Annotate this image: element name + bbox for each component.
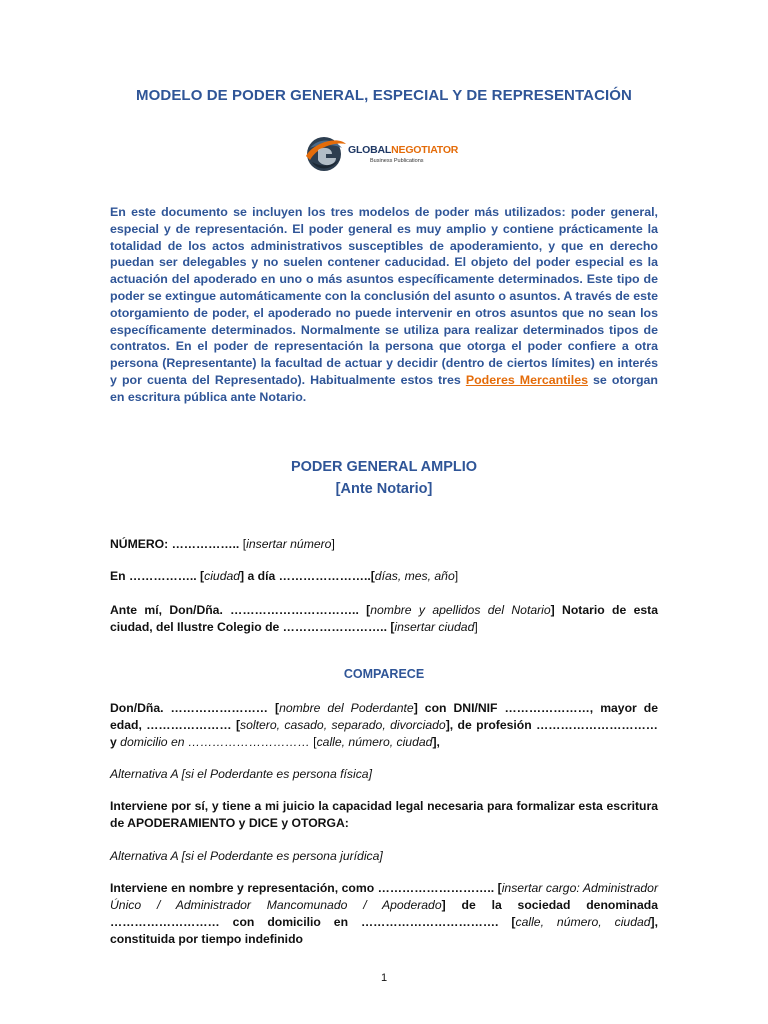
global-negotiator-logo bbox=[304, 134, 466, 174]
en-line: En …………….. [ciudad] a día …………………..[días, mes, año] bbox=[110, 569, 459, 583]
alternativa-juridica-line: Alternativa A [si el Poderdante es persona jurídica] bbox=[110, 849, 383, 863]
interviene-nombre-paragraph: Interviene en nombre y representación, como ……………………….. [insertar cargo: Administrador Único / Administrador Mancomunado / Apoderado] de la sociedad denominada ……………………… con domicilio en ……………………………. [calle, número, ciudad], constituida por tiempo indefinido bbox=[110, 881, 659, 946]
don-paragraph: Don/Dña. …………………… [nombre del Poderdante] con DNI/NIF …………………, mayor de edad, ………………… [soltero, casado, separado, divorciado], de profesión ………………………… y domicilio en ………………………… [calle, número, ciudad], bbox=[110, 701, 659, 749]
poderes-mercantiles-link[interactable]: Poderes Mercantiles bbox=[465, 372, 588, 387]
ante-paragraph: Ante mí, Don/Dña. ………………………….. [nombre y apellidos del Notario] Notario de esta ciudad, del Ilustre Colegio de …………………….. [insertar ciudad] bbox=[110, 603, 658, 634]
logo-subtitle: Business Publications bbox=[370, 158, 424, 164]
section-subtitle: [Ante Notario] bbox=[335, 481, 433, 497]
section-title: PODER GENERAL AMPLIO bbox=[290, 459, 478, 475]
numero-line: NÚMERO: …………….. [insertar número] bbox=[110, 537, 335, 551]
intro-text-end: se otorgan en escritura pública ante Notario. bbox=[110, 372, 658, 404]
logo-brand-negotiator: NEGOTIATOR bbox=[391, 144, 459, 156]
document-title: MODELO DE PODER GENERAL, ESPECIAL Y DE REPRESENTACIÓN bbox=[136, 87, 632, 104]
intro-text: En este documento se incluyen los tres modelos de poder más utilizados: poder general, especial y de representación. El poder general es muy amplio y contiene prácticamente la totalidad de los actos administrativos susceptibles de apoderamiento, y que en derecho puedan ser delegables y no suelen contener caducidad. El objeto del poder especial es la actuación del apoderado en uno o más asuntos específicamente determinados. Este tipo de poder se extingue automáticamente con la conclusión del asunto o asuntos. A través de este otorgamiento de poder, el apoderado no puede intervenir en otros asuntos que no sean los específicamente determinados. Normalmente se utiliza para realizar determinados tipos de contratos. En el poder de representación la persona que otorga el poder confiere a otra persona (Representante) la facultad de actuar y decidir (dentro de ciertos límites) en interés y por cuenta del Representado). Habitualmente estos tres bbox=[110, 205, 658, 387]
logo-brand-global: GLOBAL bbox=[348, 144, 392, 156]
page-number: 1 bbox=[380, 972, 388, 984]
intro-paragraph bbox=[110, 204, 658, 406]
alternativa-fisica-line: Alternativa A [si el Poderdante es persona física] bbox=[110, 767, 372, 781]
interviene-por-si-paragraph: Interviene por sí, y tiene a mi juicio la capacidad legal necesaria para formalizar esta escritura de APODERAMIENTO y DICE y OTORGA: bbox=[110, 799, 658, 830]
globe-logo-icon bbox=[304, 134, 348, 174]
comparece-title: COMPARECE bbox=[343, 667, 425, 681]
